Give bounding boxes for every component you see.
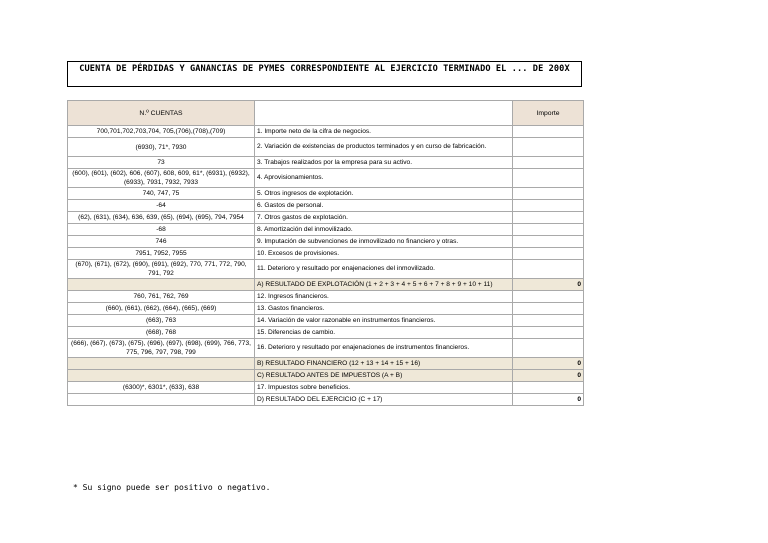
amount-cell: 0 bbox=[513, 394, 584, 406]
description-cell: 5. Otros ingresos de explotación. bbox=[255, 188, 513, 200]
accounts-cell bbox=[68, 358, 255, 370]
amount-cell bbox=[513, 327, 584, 339]
table-row bbox=[68, 212, 584, 224]
result-row bbox=[68, 279, 584, 291]
amount-column-header: Importe bbox=[513, 101, 584, 126]
accounts-column-header: N.º CUENTAS bbox=[68, 101, 255, 126]
amount-cell bbox=[513, 291, 584, 303]
description-cell: 1. Importe neto de la cifra de negocios. bbox=[255, 126, 513, 138]
accounts-cell: (666), (667), (673), (675), (696), (697), (698), (699), 766, 773, 775, 796, 797, 798, 799 bbox=[68, 339, 255, 358]
table-row bbox=[68, 224, 584, 236]
accounts-cell: 7951, 7952, 7955 bbox=[68, 248, 255, 260]
description-cell: 13. Gastos financieros. bbox=[255, 303, 513, 315]
amount-cell: 0 bbox=[513, 370, 584, 382]
accounts-cell bbox=[68, 370, 255, 382]
accounts-cell: 740, 747, 75 bbox=[68, 188, 255, 200]
result-row bbox=[68, 358, 584, 370]
table-row bbox=[68, 303, 584, 315]
amount-cell bbox=[513, 339, 584, 358]
description-cell: 7. Otros gastos de explotación. bbox=[255, 212, 513, 224]
description-cell: 10. Excesos de provisiones. bbox=[255, 248, 513, 260]
accounts-cell: -68 bbox=[68, 224, 255, 236]
result-row bbox=[68, 370, 584, 382]
description-cell: 17. Impuestos sobre beneficios. bbox=[255, 382, 513, 394]
accounts-cell: (668), 768 bbox=[68, 327, 255, 339]
description-cell: 9. Imputación de subvenciones de inmovilizado no financiero y otras. bbox=[255, 236, 513, 248]
accounts-cell: (600), (601), (602), 606, (607), 608, 609, 61*, (6931), (6932), (6933), 7931, 7932, 7933 bbox=[68, 169, 255, 188]
footnote: * Su signo puede ser positivo o negativo. bbox=[73, 483, 271, 492]
amount-cell bbox=[513, 260, 584, 279]
amount-cell bbox=[513, 315, 584, 327]
description-cell: C) RESULTADO ANTES DE IMPUESTOS (A + B) bbox=[255, 370, 513, 382]
amount-cell bbox=[513, 224, 584, 236]
table-row bbox=[68, 188, 584, 200]
accounts-cell: -64 bbox=[68, 200, 255, 212]
description-cell: 3. Trabajos realizados por la empresa para su activo. bbox=[255, 157, 513, 169]
amount-cell bbox=[513, 200, 584, 212]
amount-cell: 0 bbox=[513, 279, 584, 291]
table-body bbox=[68, 126, 584, 406]
table-row bbox=[68, 260, 584, 279]
table-row bbox=[68, 236, 584, 248]
document-title: CUENTA DE PÉRDIDAS Y GANANCIAS DE PYMES CORRESPONDIENTE AL EJERCICIO TERMINADO EL ... DE 200X bbox=[67, 61, 582, 87]
description-cell: 15. Diferencias de cambio. bbox=[255, 327, 513, 339]
description-cell: 16. Deterioro y resultado por enajenaciones de instrumentos financieros. bbox=[255, 339, 513, 358]
accounts-cell: (6300)*, 6301*, (633), 638 bbox=[68, 382, 255, 394]
amount-cell bbox=[513, 303, 584, 315]
accounts-cell: (62), (631), (634), 636, 639, (65), (694), (695), 794, 7954 bbox=[68, 212, 255, 224]
table-row bbox=[68, 291, 584, 303]
description-cell: 2. Variación de existencias de productos terminados y en curso de fabricación. bbox=[255, 138, 513, 157]
profit-loss-table bbox=[67, 100, 584, 406]
amount-cell bbox=[513, 382, 584, 394]
description-cell: 6. Gastos de personal. bbox=[255, 200, 513, 212]
description-cell: 4. Aprovisionamientos. bbox=[255, 169, 513, 188]
table-row bbox=[68, 138, 584, 157]
table-row bbox=[68, 126, 584, 138]
description-cell: 8. Amortización del inmovilizado. bbox=[255, 224, 513, 236]
amount-cell bbox=[513, 157, 584, 169]
amount-cell bbox=[513, 169, 584, 188]
amount-cell bbox=[513, 236, 584, 248]
table-row bbox=[68, 315, 584, 327]
table-row bbox=[68, 382, 584, 394]
description-cell: 14. Variación de valor razonable en instrumentos financieros. bbox=[255, 315, 513, 327]
description-cell: 11. Deterioro y resultado por enajenaciones del inmovilizado. bbox=[255, 260, 513, 279]
table-row bbox=[68, 339, 584, 358]
accounts-cell: (663), 763 bbox=[68, 315, 255, 327]
accounts-cell: 746 bbox=[68, 236, 255, 248]
accounts-cell bbox=[68, 279, 255, 291]
amount-cell bbox=[513, 248, 584, 260]
table-row bbox=[68, 248, 584, 260]
table-row bbox=[68, 157, 584, 169]
amount-cell bbox=[513, 126, 584, 138]
description-cell: 12. Ingresos financieros. bbox=[255, 291, 513, 303]
result-row bbox=[68, 394, 584, 406]
amount-cell bbox=[513, 212, 584, 224]
table-row bbox=[68, 200, 584, 212]
description-cell: D) RESULTADO DEL EJERCICIO (C + 17) bbox=[255, 394, 513, 406]
amount-cell: 0 bbox=[513, 358, 584, 370]
amount-cell bbox=[513, 188, 584, 200]
accounts-cell bbox=[68, 394, 255, 406]
description-cell: B) RESULTADO FINANCIERO (12 + 13 + 14 + 15 + 16) bbox=[255, 358, 513, 370]
accounts-cell: (660), (661), (662), (664), (665), (669) bbox=[68, 303, 255, 315]
accounts-cell: 73 bbox=[68, 157, 255, 169]
accounts-cell: (670), (671), (672), (690), (691), (692), 770, 771, 772, 790, 791, 792 bbox=[68, 260, 255, 279]
table-row bbox=[68, 169, 584, 188]
accounts-cell: 700,701,702,703,704, 705,(706),(708),(709) bbox=[68, 126, 255, 138]
amount-cell bbox=[513, 138, 584, 157]
accounts-cell: (6930), 71*, 7930 bbox=[68, 138, 255, 157]
table-row bbox=[68, 327, 584, 339]
description-column-header bbox=[255, 101, 513, 126]
accounts-cell: 760, 761, 762, 769 bbox=[68, 291, 255, 303]
description-cell: A) RESULTADO DE EXPLOTACIÓN (1 + 2 + 3 + 4 + 5 + 6 + 7 + 8 + 9 + 10 + 11) bbox=[255, 279, 513, 291]
